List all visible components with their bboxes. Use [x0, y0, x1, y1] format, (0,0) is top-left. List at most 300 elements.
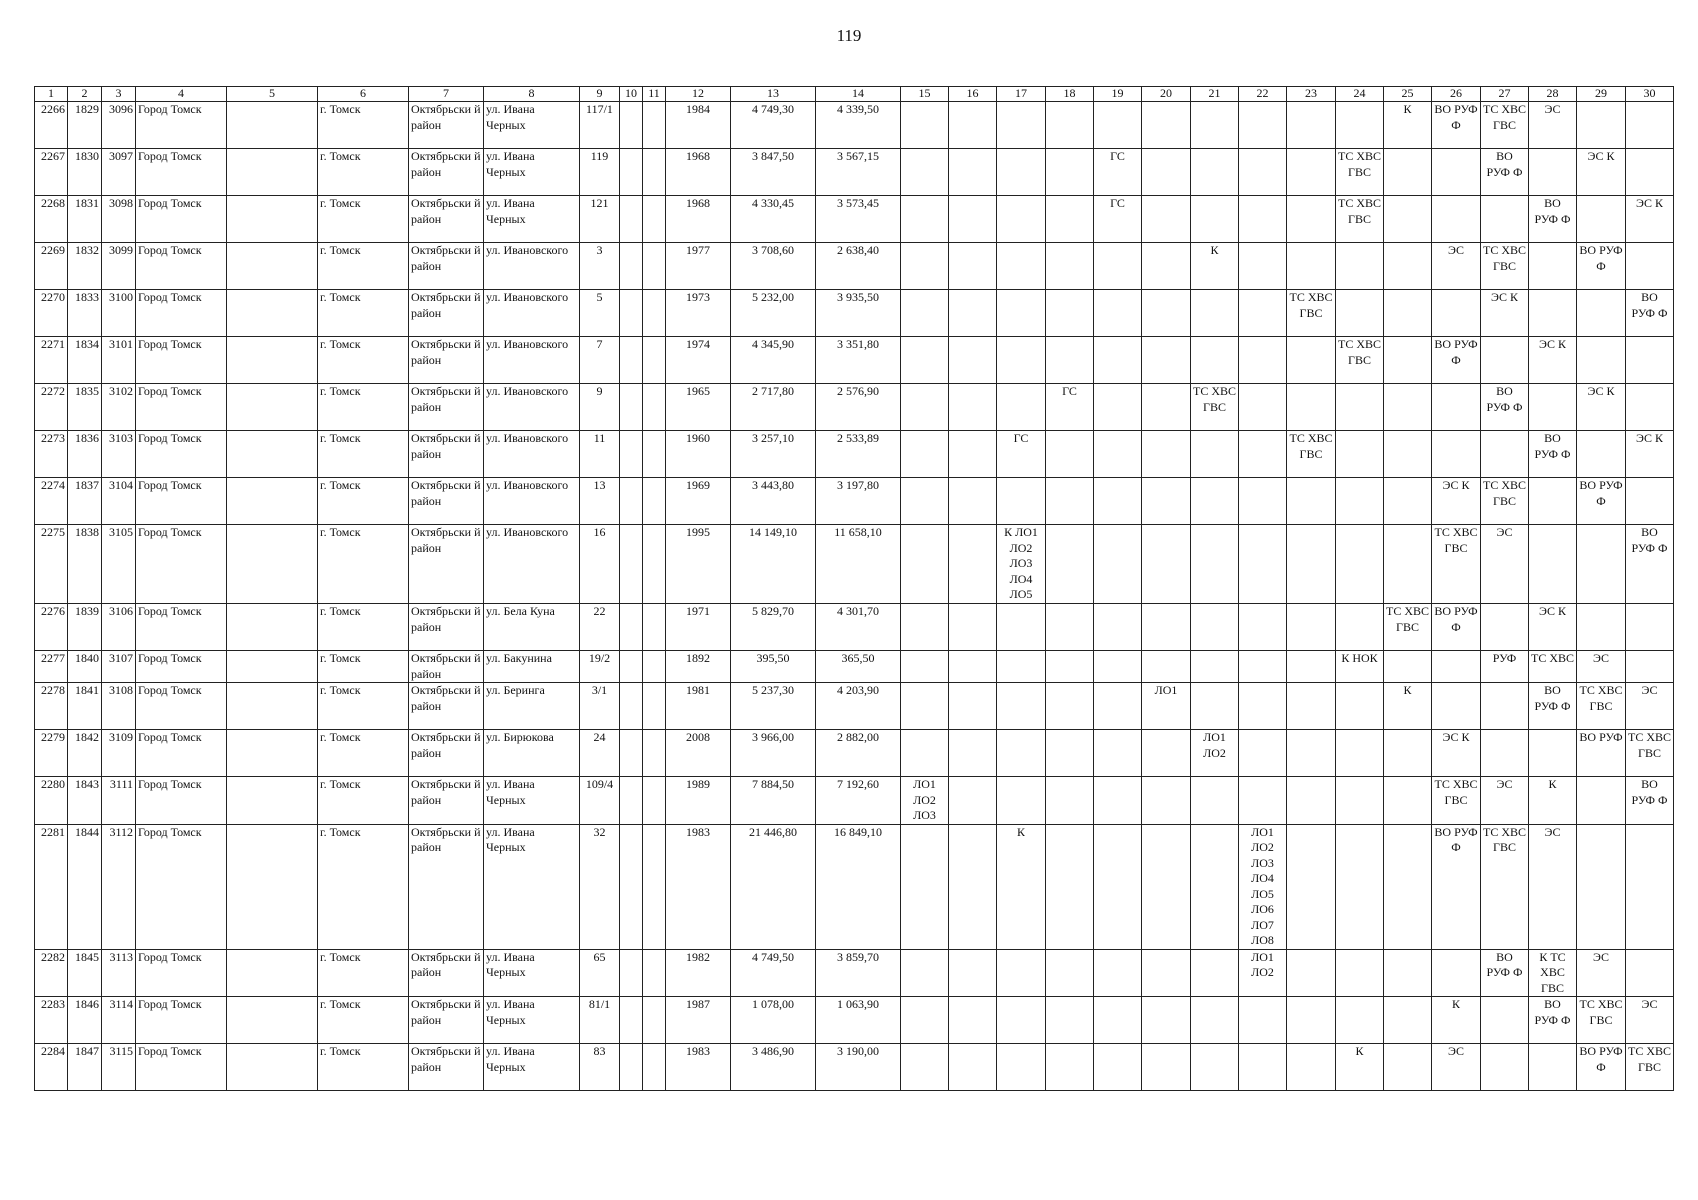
table-cell [1046, 431, 1094, 478]
table-cell: ул. Ивана Черных [484, 149, 580, 196]
table-cell: 1847 [68, 1044, 102, 1091]
table-cell [227, 651, 318, 683]
table-cell [620, 683, 643, 730]
table-cell [643, 683, 666, 730]
table-cell [1191, 604, 1239, 651]
table-cell [643, 604, 666, 651]
table-cell [1191, 290, 1239, 337]
table-cell [1239, 102, 1287, 149]
table-cell [949, 824, 997, 949]
table-cell: ул. Ивановского [484, 525, 580, 604]
table-cell [997, 478, 1046, 525]
table-cell: 3103 [102, 431, 136, 478]
table-cell: Октябрьски й район [409, 478, 484, 525]
table-cell [997, 196, 1046, 243]
table-cell [1384, 997, 1432, 1044]
table-cell [1191, 683, 1239, 730]
table-cell: Город Томск [136, 997, 227, 1044]
table-cell [1529, 290, 1577, 337]
table-cell: 2284 [35, 1044, 68, 1091]
table-cell [1191, 431, 1239, 478]
table-cell [901, 478, 949, 525]
table-cell: г. Томск [318, 337, 409, 384]
table-cell [1046, 683, 1094, 730]
table-cell [620, 337, 643, 384]
table-row [35, 651, 1674, 683]
table-cell [1142, 384, 1191, 431]
table-cell [1432, 683, 1481, 730]
table-cell [1626, 102, 1674, 149]
table-cell [1191, 102, 1239, 149]
table-cell: Октябрьски й район [409, 997, 484, 1044]
table-cell [643, 337, 666, 384]
table-cell [1336, 431, 1384, 478]
table-cell: ВО РУФ Ф [1577, 478, 1626, 525]
table-cell [1191, 1044, 1239, 1091]
table-cell [1529, 730, 1577, 777]
table-cell [227, 604, 318, 651]
table-cell [901, 651, 949, 683]
table-cell: 3 351,80 [816, 337, 901, 384]
table-cell [1142, 1044, 1191, 1091]
table-cell [643, 149, 666, 196]
table-cell [901, 102, 949, 149]
table-cell: г. Томск [318, 149, 409, 196]
table-cell [901, 149, 949, 196]
table-cell [1384, 196, 1432, 243]
table-cell: 9 [580, 384, 620, 431]
table-cell [1626, 384, 1674, 431]
table-cell [643, 824, 666, 949]
table-cell [949, 997, 997, 1044]
table-cell: 3111 [102, 777, 136, 825]
table-cell: 3 966,00 [731, 730, 816, 777]
table-cell [949, 525, 997, 604]
table-cell: ул. Ивана Черных [484, 196, 580, 243]
table-cell: ЭС [1626, 683, 1674, 730]
table-cell: 1831 [68, 196, 102, 243]
table-cell [1142, 604, 1191, 651]
table-cell [1239, 604, 1287, 651]
table-cell: Октябрьски й район [409, 683, 484, 730]
table-cell [1287, 102, 1336, 149]
table-cell: ВО РУФ Ф [1481, 384, 1529, 431]
table-cell [949, 604, 997, 651]
table-cell: 1987 [666, 997, 731, 1044]
table-cell [1046, 824, 1094, 949]
table-cell: 2277 [35, 651, 68, 683]
table-cell: ВО РУФ Ф [1577, 1044, 1626, 1091]
table-cell: ВО РУФ Ф [1432, 102, 1481, 149]
column-header: 5 [227, 87, 318, 102]
table-cell: ЭС [1432, 1044, 1481, 1091]
table-row [35, 949, 1674, 997]
table-cell [1287, 683, 1336, 730]
table-cell: ТС ХВС ГВС [1336, 196, 1384, 243]
table-cell: ВО РУФ Ф [1626, 290, 1674, 337]
table-cell: 1839 [68, 604, 102, 651]
table-row [35, 337, 1674, 384]
table-row [35, 604, 1674, 651]
table-cell [997, 683, 1046, 730]
table-cell: 1892 [666, 651, 731, 683]
table-cell: 2268 [35, 196, 68, 243]
table-cell [1046, 290, 1094, 337]
table-cell: 1968 [666, 196, 731, 243]
table-cell: 3 708,60 [731, 243, 816, 290]
table-cell: ЛО1 ЛО2 ЛО3 [901, 777, 949, 825]
table-cell [1481, 604, 1529, 651]
table-cell [901, 243, 949, 290]
table-cell: ЛО1 ЛО2 [1191, 730, 1239, 777]
registry-table [34, 86, 1674, 1091]
table-cell [1577, 337, 1626, 384]
table-cell: ТС ХВС ГВС [1481, 243, 1529, 290]
table-cell: 3115 [102, 1044, 136, 1091]
table-cell [901, 683, 949, 730]
table-cell [1481, 1044, 1529, 1091]
table-cell [1287, 777, 1336, 825]
table-cell: г. Томск [318, 683, 409, 730]
table-cell [1384, 730, 1432, 777]
table-cell: 2 882,00 [816, 730, 901, 777]
table-cell [901, 337, 949, 384]
table-cell: 4 345,90 [731, 337, 816, 384]
table-cell: г. Томск [318, 777, 409, 825]
column-header: 24 [1336, 87, 1384, 102]
table-cell: ЭС К [1481, 290, 1529, 337]
table-cell [1094, 604, 1142, 651]
table-cell [1336, 949, 1384, 997]
table-body [35, 102, 1674, 1091]
table-cell [1287, 478, 1336, 525]
table-cell: 11 [580, 431, 620, 478]
table-cell: 1829 [68, 102, 102, 149]
table-cell: 7 [580, 337, 620, 384]
table-cell: 3101 [102, 337, 136, 384]
table-cell: 1983 [666, 824, 731, 949]
table-row [35, 384, 1674, 431]
table-cell [1336, 604, 1384, 651]
table-cell: ТС ХВС [1529, 651, 1577, 683]
table-cell: ТС ХВС ГВС [1577, 997, 1626, 1044]
table-cell [997, 949, 1046, 997]
table-cell [901, 997, 949, 1044]
table-cell: 1844 [68, 824, 102, 949]
column-header: 10 [620, 87, 643, 102]
table-cell [1481, 730, 1529, 777]
table-cell: Октябрьски й район [409, 290, 484, 337]
table-cell [643, 997, 666, 1044]
table-cell [1287, 1044, 1336, 1091]
table-cell: ТС ХВС ГВС [1336, 149, 1384, 196]
table-cell: ЭС [1481, 525, 1529, 604]
table-cell [949, 337, 997, 384]
table-cell: г. Томск [318, 478, 409, 525]
table-cell: 2275 [35, 525, 68, 604]
column-header: 23 [1287, 87, 1336, 102]
table-cell [901, 604, 949, 651]
table-cell [1626, 149, 1674, 196]
table-header [35, 87, 1674, 102]
table-cell [1287, 149, 1336, 196]
table-cell [1094, 290, 1142, 337]
table-cell [1046, 1044, 1094, 1091]
table-cell [1336, 997, 1384, 1044]
table-cell: 3109 [102, 730, 136, 777]
table-cell: 2283 [35, 997, 68, 1044]
column-header: 13 [731, 87, 816, 102]
table-cell: 1840 [68, 651, 102, 683]
table-cell [227, 949, 318, 997]
table-cell: К [1432, 997, 1481, 1044]
table-cell [1142, 824, 1191, 949]
table-cell [1239, 431, 1287, 478]
table-cell [997, 102, 1046, 149]
table-cell [227, 683, 318, 730]
table-cell [1094, 337, 1142, 384]
table-cell: 2 576,90 [816, 384, 901, 431]
table-row [35, 525, 1674, 604]
table-cell: ГС [1046, 384, 1094, 431]
table-cell [949, 651, 997, 683]
table-cell: ул. Ивана Черных [484, 824, 580, 949]
table-cell [1384, 777, 1432, 825]
table-cell [1481, 997, 1529, 1044]
table-cell: 3114 [102, 997, 136, 1044]
table-cell [1191, 997, 1239, 1044]
table-cell: г. Томск [318, 525, 409, 604]
table-cell: 3106 [102, 604, 136, 651]
table-cell [227, 149, 318, 196]
table-cell: Город Томск [136, 196, 227, 243]
table-cell [1046, 777, 1094, 825]
table-cell [643, 384, 666, 431]
table-cell: ул. Ивана Черных [484, 102, 580, 149]
table-cell [1287, 243, 1336, 290]
table-cell: 2267 [35, 149, 68, 196]
table-cell [1287, 651, 1336, 683]
table-cell [1094, 102, 1142, 149]
table-cell: 3112 [102, 824, 136, 949]
table-cell [1142, 149, 1191, 196]
table-cell [1287, 949, 1336, 997]
table-cell [1529, 525, 1577, 604]
table-cell: 1 078,00 [731, 997, 816, 1044]
table-cell [1384, 243, 1432, 290]
table-cell: 109/4 [580, 777, 620, 825]
table-cell: 1995 [666, 525, 731, 604]
table-row [35, 478, 1674, 525]
table-cell [949, 730, 997, 777]
table-cell [1384, 651, 1432, 683]
table-cell [1142, 949, 1191, 997]
table-cell: ТС ХВС ГВС [1336, 337, 1384, 384]
table-cell: 2270 [35, 290, 68, 337]
table-cell [1094, 384, 1142, 431]
table-cell: ТС ХВС ГВС [1191, 384, 1239, 431]
column-header: 12 [666, 87, 731, 102]
table-cell [643, 196, 666, 243]
table-cell [949, 384, 997, 431]
table-cell [643, 730, 666, 777]
table-cell: 2 638,40 [816, 243, 901, 290]
table-cell [901, 290, 949, 337]
table-cell [643, 949, 666, 997]
table-cell [949, 478, 997, 525]
table-cell: 5 [580, 290, 620, 337]
table-cell [227, 243, 318, 290]
table-cell [1046, 651, 1094, 683]
table-cell [620, 651, 643, 683]
table-cell: ЭС К [1529, 337, 1577, 384]
table-cell [1239, 683, 1287, 730]
table-cell: 21 446,80 [731, 824, 816, 949]
table-cell [1336, 683, 1384, 730]
table-cell [227, 102, 318, 149]
table-cell: 365,50 [816, 651, 901, 683]
table-cell [997, 604, 1046, 651]
table-cell: 3105 [102, 525, 136, 604]
column-header: 19 [1094, 87, 1142, 102]
column-header: 9 [580, 87, 620, 102]
table-cell [1529, 243, 1577, 290]
table-cell: 1965 [666, 384, 731, 431]
table-cell: ТС ХВС ГВС [1287, 431, 1336, 478]
table-cell [1577, 290, 1626, 337]
table-cell [949, 290, 997, 337]
table-cell: 1830 [68, 149, 102, 196]
table-cell: ЭС [1577, 949, 1626, 997]
table-cell: 4 749,50 [731, 949, 816, 997]
column-header: 4 [136, 87, 227, 102]
table-cell: 3096 [102, 102, 136, 149]
table-cell [997, 651, 1046, 683]
table-cell: ВО РУФ [1577, 730, 1626, 777]
table-cell: ГС [997, 431, 1046, 478]
table-cell: ЭС К [1529, 604, 1577, 651]
table-cell [949, 777, 997, 825]
table-cell: 2271 [35, 337, 68, 384]
table-cell: ул. Беринга [484, 683, 580, 730]
table-cell: ЭС К [1626, 431, 1674, 478]
table-cell: Октябрьски й район [409, 949, 484, 997]
table-cell: ул. Ивановского [484, 384, 580, 431]
table-cell [1142, 997, 1191, 1044]
table-cell: 3 573,45 [816, 196, 901, 243]
table-cell: г. Томск [318, 651, 409, 683]
table-cell [1384, 949, 1432, 997]
table-cell [1239, 651, 1287, 683]
table-cell [1432, 384, 1481, 431]
table-cell [1481, 431, 1529, 478]
table-cell: 1834 [68, 337, 102, 384]
table-cell [620, 290, 643, 337]
table-cell: ВО РУФ Ф [1529, 431, 1577, 478]
table-cell: 2 533,89 [816, 431, 901, 478]
table-cell: Город Томск [136, 243, 227, 290]
table-cell [1142, 730, 1191, 777]
table-row [35, 149, 1674, 196]
table-cell: 1835 [68, 384, 102, 431]
table-cell: ЭС К [1577, 384, 1626, 431]
table-cell: 5 237,30 [731, 683, 816, 730]
table-cell [1191, 949, 1239, 997]
table-cell: 3 567,15 [816, 149, 901, 196]
column-header: 1 [35, 87, 68, 102]
table-cell [949, 149, 997, 196]
table-cell [1142, 478, 1191, 525]
table-cell [1094, 431, 1142, 478]
table-cell: Город Томск [136, 384, 227, 431]
table-cell: ТС ХВС ГВС [1577, 683, 1626, 730]
table-cell [1481, 196, 1529, 243]
table-cell [620, 730, 643, 777]
table-cell: 2266 [35, 102, 68, 149]
table-cell: ул. Ивановского [484, 337, 580, 384]
table-cell: 19/2 [580, 651, 620, 683]
table-cell [1046, 997, 1094, 1044]
table-cell: ЭС [1481, 777, 1529, 825]
table-cell [1239, 290, 1287, 337]
table-cell: Октябрьски й район [409, 337, 484, 384]
table-cell: 2279 [35, 730, 68, 777]
table-cell [1626, 824, 1674, 949]
table-cell [227, 730, 318, 777]
table-cell: 3102 [102, 384, 136, 431]
table-cell: 2272 [35, 384, 68, 431]
table-row [35, 824, 1674, 949]
table-cell: 1968 [666, 149, 731, 196]
table-cell: г. Томск [318, 730, 409, 777]
table-cell [620, 1044, 643, 1091]
table-cell: ВО РУФ Ф [1481, 949, 1529, 997]
table-cell: Город Томск [136, 290, 227, 337]
table-cell [620, 149, 643, 196]
table-cell: ТС ХВС ГВС [1287, 290, 1336, 337]
column-header: 29 [1577, 87, 1626, 102]
table-row [35, 777, 1674, 825]
table-cell [1239, 997, 1287, 1044]
table-cell: К [1529, 777, 1577, 825]
table-cell: 4 330,45 [731, 196, 816, 243]
table-cell [1287, 337, 1336, 384]
column-header: 27 [1481, 87, 1529, 102]
table-cell [997, 243, 1046, 290]
table-cell: 2008 [666, 730, 731, 777]
table-cell [1142, 651, 1191, 683]
table-cell [1287, 384, 1336, 431]
table-cell [1094, 949, 1142, 997]
table-cell [1239, 149, 1287, 196]
table-cell: 3 859,70 [816, 949, 901, 997]
table-cell: ВО РУФ Ф [1432, 604, 1481, 651]
column-header: 3 [102, 87, 136, 102]
column-header: 30 [1626, 87, 1674, 102]
table-cell [1239, 337, 1287, 384]
table-cell: ВО РУФ Ф [1432, 824, 1481, 949]
table-cell: 2280 [35, 777, 68, 825]
table-cell [227, 1044, 318, 1091]
table-cell [1432, 149, 1481, 196]
table-cell: 3 935,50 [816, 290, 901, 337]
table-cell: ЭС [1626, 997, 1674, 1044]
table-cell: 1983 [666, 1044, 731, 1091]
table-cell [1046, 149, 1094, 196]
table-cell [1046, 102, 1094, 149]
table-cell [1142, 243, 1191, 290]
table-cell [1142, 525, 1191, 604]
